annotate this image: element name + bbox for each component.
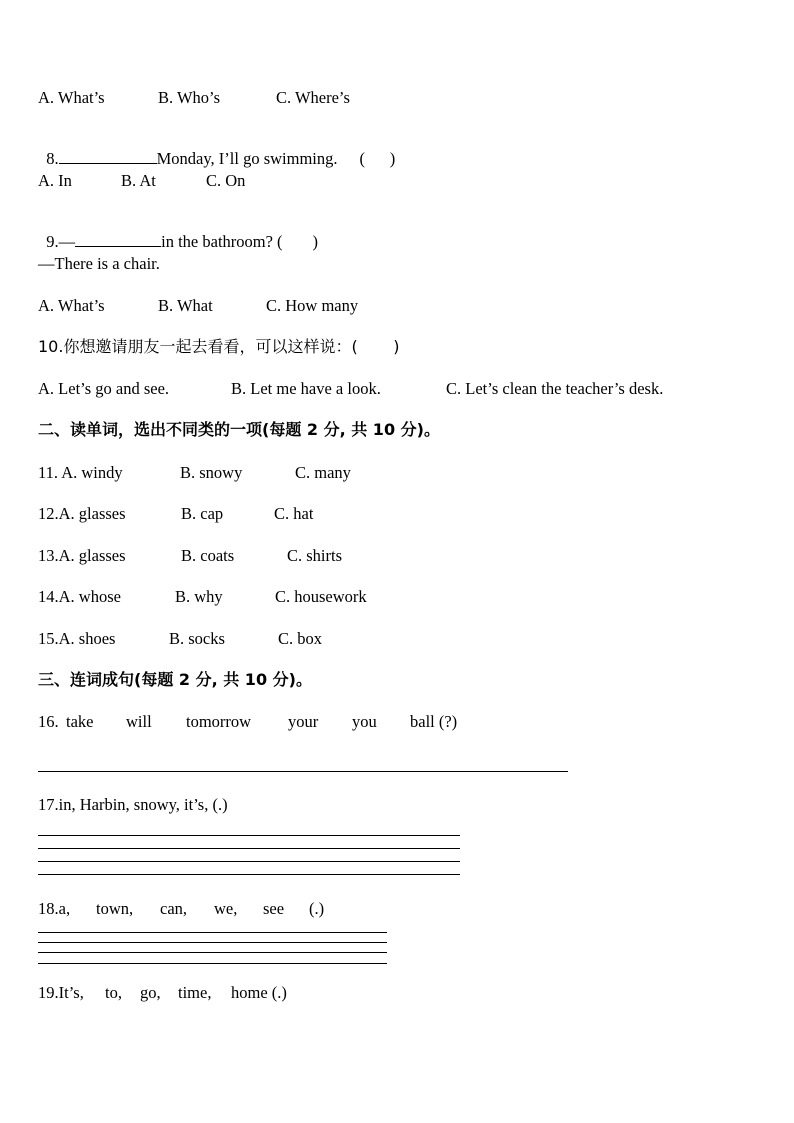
q18-word: see <box>263 899 285 918</box>
q18-word: (.) <box>309 899 325 918</box>
q9-text: in the bathroom? ( <box>161 232 283 251</box>
question-9 <box>38 212 318 252</box>
q15-option-c: C. box <box>278 629 323 648</box>
q7-option-a: A. What’s <box>38 88 105 107</box>
q9-number: 9.— <box>46 232 76 251</box>
q8-number: 8. <box>46 149 59 168</box>
q10-option-b: B. Let me have a look. <box>231 379 381 398</box>
q8-option-a: A. In <box>38 171 72 190</box>
q12-option-b: B. cap <box>181 504 224 523</box>
q15-option-b: B. socks <box>169 629 225 648</box>
q19-number: 19.It’s, <box>38 983 84 1002</box>
q7-option-b: B. Who’s <box>158 88 221 107</box>
q16-number: 16. <box>38 712 59 731</box>
q10-option-c: C. Let’s clean the teacher’s desk. <box>446 379 664 398</box>
q9-option-a: A. What’s <box>38 296 105 315</box>
q16-word: ball (?) <box>410 712 458 731</box>
q18-word: can, <box>160 899 188 918</box>
q18-answer-line <box>38 932 387 933</box>
question-10: 10.你想邀请朋友一起去看看，可以这样说：( ) <box>38 337 400 356</box>
q19-word: home (.) <box>231 983 287 1002</box>
q10-option-a: A. Let’s go and see. <box>38 379 170 398</box>
q17-answer-line <box>38 874 460 875</box>
q13-option-a: 13.A. glasses <box>38 546 126 565</box>
q16-word: take <box>66 712 94 731</box>
q12-option-a: 12.A. glasses <box>38 504 126 523</box>
q9-paren-close: ) <box>312 232 319 251</box>
q17-answer-line <box>38 835 460 836</box>
q14-option-b: B. why <box>175 587 223 606</box>
question-8 <box>38 129 395 169</box>
q17-answer-line <box>38 861 460 862</box>
question-17: 17.in, Harbin, snowy, it’s, (.) <box>38 795 228 814</box>
q8-text: Monday, I’ll go swimming. <box>156 149 338 168</box>
q8-blank <box>59 149 157 164</box>
q13-option-b: B. coats <box>181 546 235 565</box>
section-2-heading: 二、读单词，选出不同类的一项(每题 2 分, 共 10 分)。 <box>38 420 440 439</box>
q14-option-c: C. housework <box>275 587 367 606</box>
q7-option-c: C. Where’s <box>276 88 350 107</box>
q12-option-c: C. hat <box>274 504 314 523</box>
q16-word: tomorrow <box>186 712 252 731</box>
q19-word: time, <box>178 983 212 1002</box>
q18-answer-line <box>38 942 387 943</box>
q15-option-a: 15.A. shoes <box>38 629 116 648</box>
q16-word: you <box>352 712 377 731</box>
q19-word: to, <box>105 983 122 1002</box>
q18-answer-line <box>38 963 387 964</box>
q11-option-a: 11. A. windy <box>38 463 123 482</box>
q8-option-b: B. At <box>121 171 156 190</box>
q18-word: we, <box>214 899 238 918</box>
q13-option-c: C. shirts <box>287 546 343 565</box>
q16-word: your <box>288 712 319 731</box>
q18-answer-line <box>38 952 387 953</box>
q9-answer-line: —There is a chair. <box>38 254 160 273</box>
section-3-heading: 三、连词成句(每题 2 分, 共 10 分)。 <box>38 670 312 689</box>
q8-option-c: C. On <box>206 171 246 190</box>
q19-word: go, <box>140 983 161 1002</box>
q9-blank <box>75 232 161 247</box>
q14-option-a: 14.A. whose <box>38 587 121 606</box>
q11-option-b: B. snowy <box>180 463 243 482</box>
q16-answer-line <box>38 771 568 772</box>
q9-option-b: B. What <box>158 296 213 315</box>
q18-number: 18.a, <box>38 899 71 918</box>
q9-option-c: C. How many <box>266 296 359 315</box>
q17-answer-line <box>38 848 460 849</box>
q18-word: town, <box>96 899 134 918</box>
q16-word: will <box>126 712 152 731</box>
q8-answer-paren: ( ) <box>359 149 396 168</box>
q11-option-c: C. many <box>295 463 351 482</box>
